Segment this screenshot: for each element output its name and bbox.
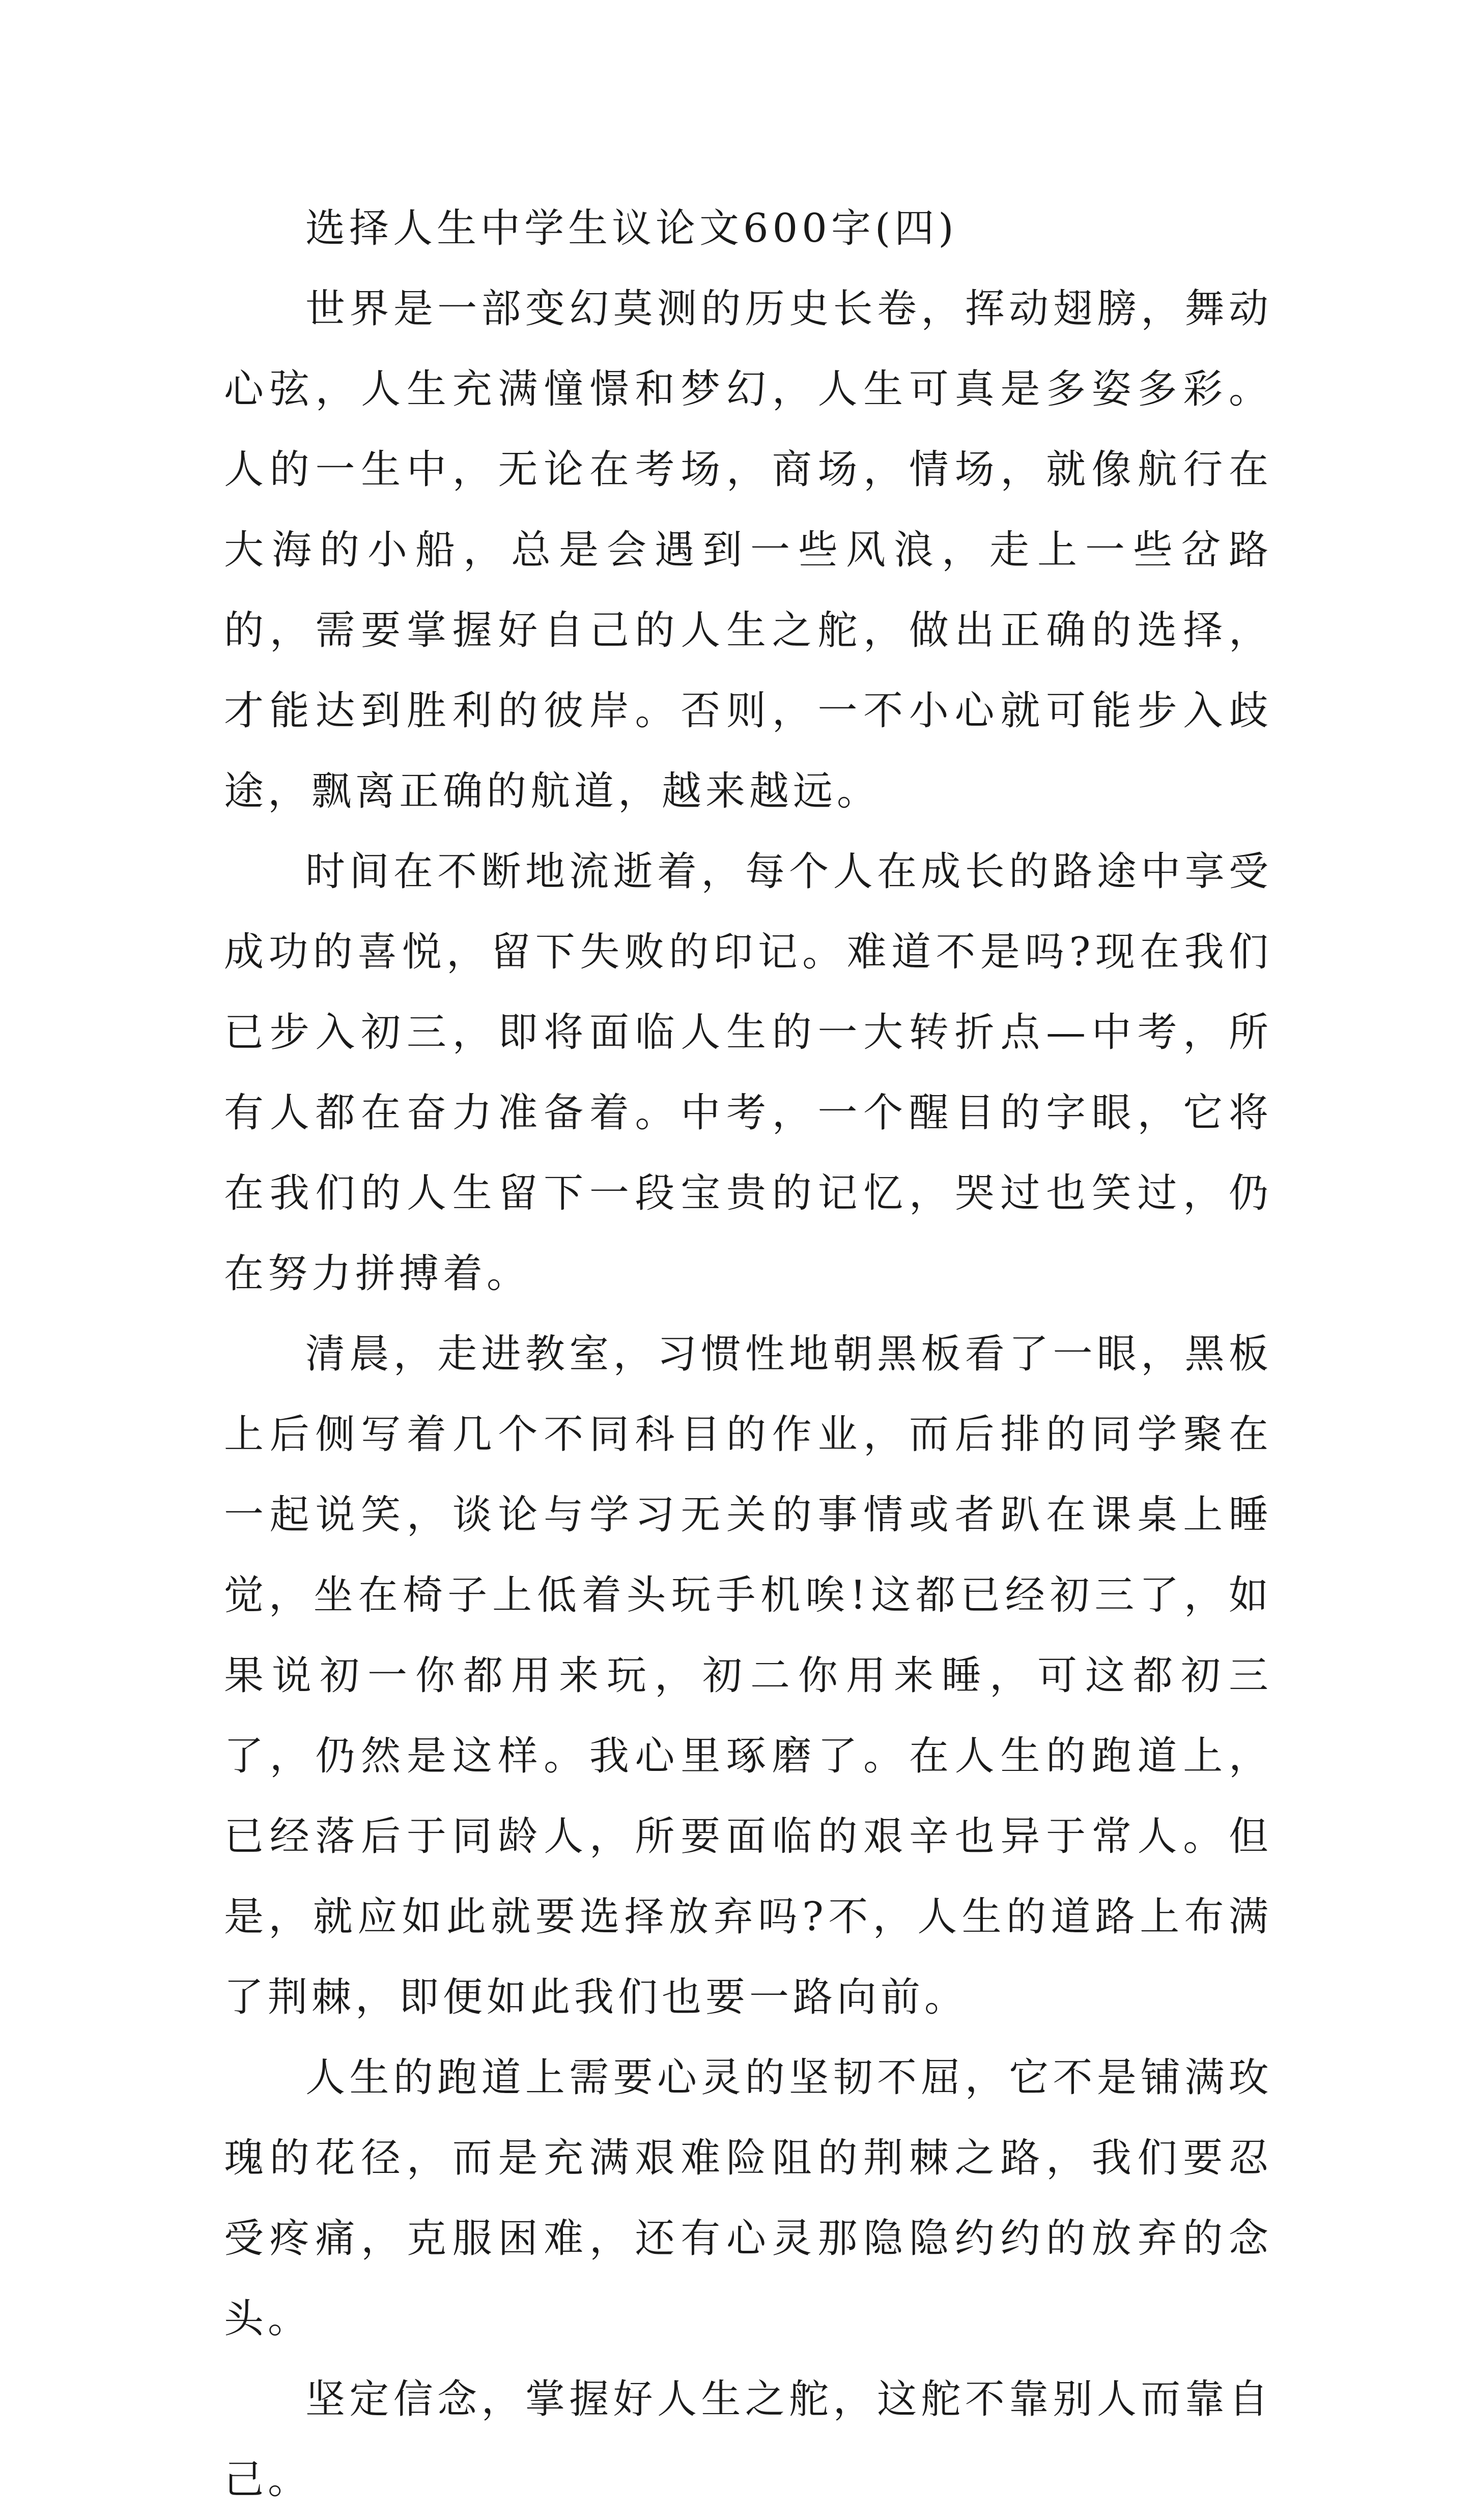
document-body: [224, 188, 1272, 2520]
paragraph-3: 清晨，走进教室，习惯性地朝黑板看了一眼，黑板上后侧写着几个不同科目的作业，而后排的同学聚在一起说笑，谈论与学习无关的事情或者趴在课桌上睡觉，坐在椅子上低着头玩手机唉!这都已经初三了，如果说初一你都用来玩，初二你用来睡，可这都初三了，仍然是这样。我心里琢磨了。在人生的跑道上，已经落后于同龄人，所要面临的艰辛也异于常人。但是，就应如此就要选择放弃吗?不，人生的道路上布满了荆棘，即便如此我们也要一路向前。: [224, 1331, 1272, 2020]
document-title: 选择人生中学生议论文600字(四): [305, 206, 958, 251]
paragraph-5: 坚定信念，掌握好人生之舵，这舵不靠别人而靠自己。: [224, 2376, 1272, 2503]
paragraph-1: 世界是一部变幻莫测的历史长卷，挥动翅膀，舞动心弦，人生充满憧憬和梦幻，人生可真是多姿多彩。人的一生中，无论在考场，商场，情场，就像航行在大海的小船，总是会遇到一些风浪，走上一些岔路的，需要掌握好自己的人生之舵，做出正确的选择，才能达到胜利的彼岸。否则，一不小心就可能步入歧途，飘离正确的航道，越来越远。: [224, 286, 1272, 814]
paragraph-2: 时间在不断地流逝着，每个人在成长的路途中享受成功的喜悦，留下失败的印记。难道不是吗?现在我们已步入初三，即将面临人生的一大转折点—中考，所有人都在奋力准备着。中考，一个醒目的字眼，它将在我们的人生留下一段宝贵的记忆，哭过也笑过，仍在努力拼搏着。: [224, 849, 1272, 1297]
paragraph-4: 人生的跑道上需要心灵的坚韧不屈，它不是铺满玫瑰的花径，而是充满艰难险阻的荆棘之路，我们要忍受疼痛，克服困难，还有心灵那隐隐约约的放弃的念头。: [224, 2055, 1272, 2342]
